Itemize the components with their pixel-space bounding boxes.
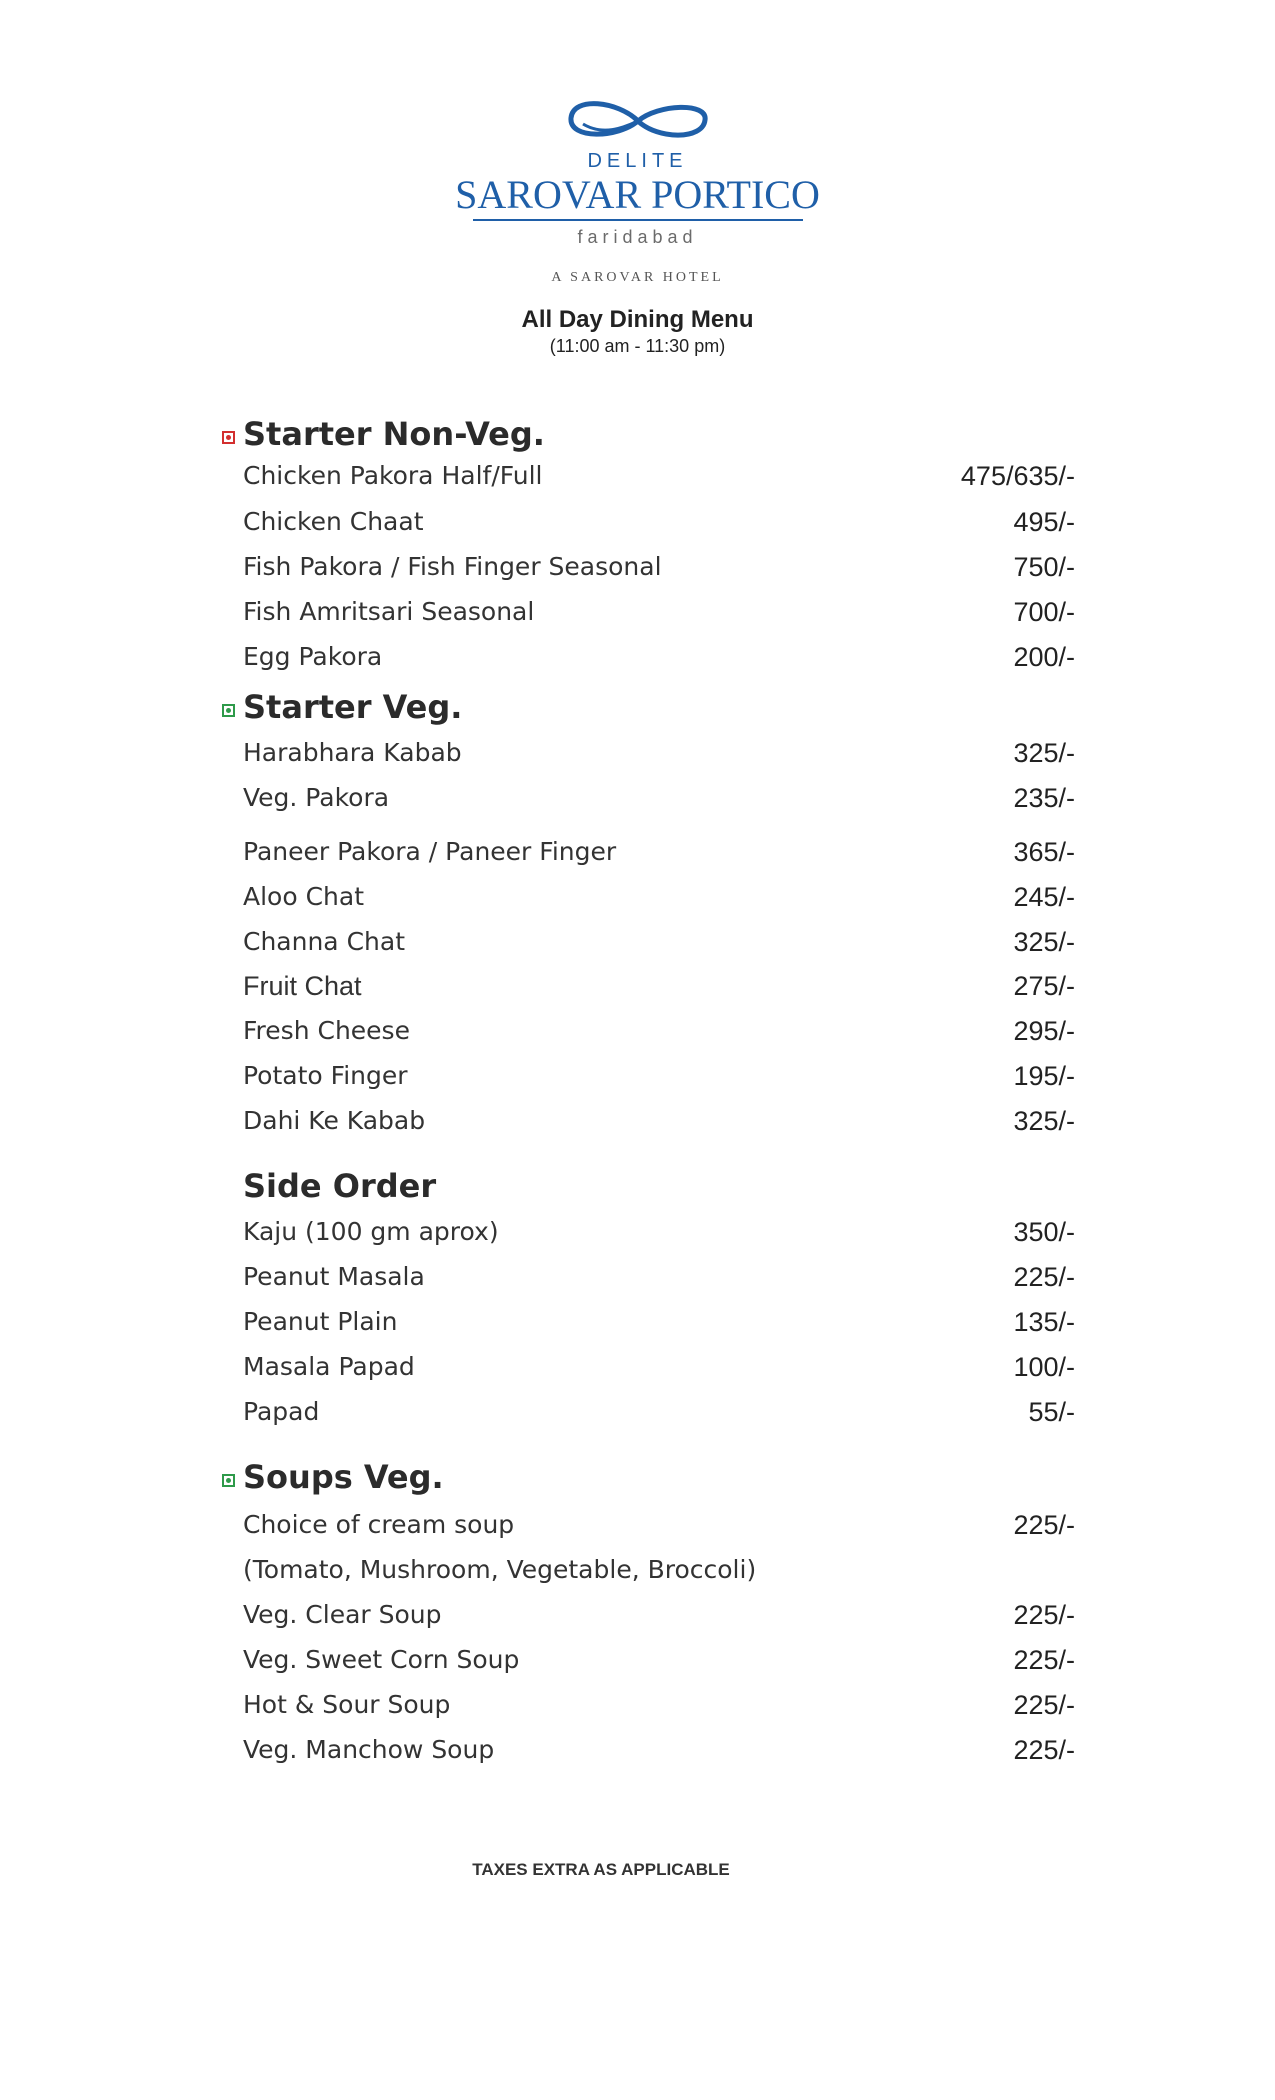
menu-item (243, 1735, 1075, 1769)
menu-title: All Day Dining Menu (521, 306, 754, 333)
item-name: Chicken Pakora Half/Full (243, 461, 543, 490)
item-price: 325/- (1013, 738, 1075, 768)
item-name: Dahi Ke Kabab (243, 1106, 426, 1135)
veg-mark-icon (222, 1474, 235, 1487)
section-title-starter-veg: Starter Veg. (243, 688, 463, 726)
item-name: Channa Chat (243, 927, 405, 956)
section-title-soups-veg: Soups Veg. (243, 1458, 444, 1496)
brand-tagline: A SAROVAR HOTEL (551, 270, 724, 285)
item-price: 225/- (1013, 1690, 1075, 1720)
item-price: 225/- (1013, 1510, 1075, 1540)
hotel-logo (0, 96, 1275, 286)
item-name: Chicken Chaat (243, 507, 424, 536)
item-price: 55/- (1028, 1397, 1075, 1427)
menu-item (243, 1645, 1075, 1679)
menu-item (243, 1510, 1075, 1544)
item-price: 350/- (1013, 1217, 1075, 1247)
item-price: 225/- (1013, 1735, 1075, 1765)
item-name: Paneer Pakora / Paneer Finger (243, 837, 617, 866)
item-name: Fresh Cheese (243, 1016, 410, 1045)
menu-hours: (11:00 am - 11:30 pm) (549, 336, 726, 356)
menu-item (243, 882, 1075, 916)
item-name: (Tomato, Mushroom, Vegetable, Broccoli) (243, 1555, 757, 1584)
item-price: 475/635/- (960, 461, 1075, 491)
menu-item (243, 927, 1075, 961)
item-name: Veg. Clear Soup (243, 1600, 442, 1629)
item-name: Fruit Chat (243, 971, 362, 1001)
menu-item (243, 738, 1075, 772)
item-price: 750/- (1013, 552, 1075, 582)
item-price: 100/- (1013, 1352, 1075, 1382)
item-name: Harabhara Kabab (243, 738, 462, 767)
item-price: 245/- (1013, 882, 1075, 912)
menu-item (243, 1262, 1075, 1296)
menu-item (243, 1307, 1075, 1341)
item-name: Egg Pakora (243, 642, 383, 671)
menu-item (243, 1690, 1075, 1724)
section-title-side-order: Side Order (243, 1167, 437, 1205)
menu-item (243, 1061, 1075, 1095)
item-price: 275/- (1013, 971, 1075, 1001)
nonveg-mark-icon (222, 431, 235, 444)
menu-item (243, 597, 1075, 631)
item-name: Fish Pakora / Fish Finger Seasonal (243, 552, 662, 581)
item-name: Potato Finger (243, 1061, 408, 1090)
item-price: 135/- (1013, 1307, 1075, 1337)
menu-item (243, 783, 1075, 817)
menu-item (243, 552, 1075, 586)
menu-item (243, 507, 1075, 541)
item-name: Papad (243, 1397, 320, 1426)
brand-name: SAROVAR PORTICO (455, 172, 820, 217)
item-name: Veg. Sweet Corn Soup (243, 1645, 520, 1674)
menu-item (243, 642, 1075, 676)
item-price: 700/- (1013, 597, 1075, 627)
brand-rule (473, 219, 803, 221)
item-price: 200/- (1013, 642, 1075, 672)
item-price: 325/- (1013, 927, 1075, 957)
infinity-swirl-icon (563, 96, 713, 146)
brand-line1: DELITE (587, 150, 688, 172)
menu-item (243, 971, 1075, 1005)
item-price: 225/- (1013, 1600, 1075, 1630)
item-name: Veg. Manchow Soup (243, 1735, 495, 1764)
item-name: Choice of cream soup (243, 1510, 515, 1539)
section-title-starter-nonveg: Starter Non-Veg. (243, 415, 545, 453)
menu-item (243, 1397, 1075, 1431)
item-price: 225/- (1013, 1645, 1075, 1675)
taxes-note: TAXES EXTRA AS APPLICABLE (472, 1860, 730, 1879)
item-name: Fish Amritsari Seasonal (243, 597, 535, 626)
menu-item (243, 837, 1075, 871)
item-name: Hot & Sour Soup (243, 1690, 451, 1719)
item-name: Peanut Masala (243, 1262, 425, 1291)
item-name: Kaju (100 gm aprox) (243, 1217, 499, 1246)
item-price: 195/- (1013, 1061, 1075, 1091)
menu-item (243, 461, 1075, 495)
item-name: Masala Papad (243, 1352, 415, 1381)
item-name: Aloo Chat (243, 882, 365, 911)
menu-item (243, 1217, 1075, 1251)
menu-item (243, 1600, 1075, 1634)
item-price: 495/- (1013, 507, 1075, 537)
brand-city: faridabad (577, 227, 698, 247)
veg-mark-icon (222, 704, 235, 717)
menu-item (243, 1016, 1075, 1050)
menu-item (243, 1352, 1075, 1386)
menu-item (243, 1555, 1075, 1589)
item-price: 325/- (1013, 1106, 1075, 1136)
item-price: 235/- (1013, 783, 1075, 813)
menu-item (243, 1106, 1075, 1140)
item-price: 295/- (1013, 1016, 1075, 1046)
item-price: 225/- (1013, 1262, 1075, 1292)
item-name: Veg. Pakora (243, 783, 390, 812)
item-name: Peanut Plain (243, 1307, 398, 1336)
item-price: 365/- (1013, 837, 1075, 867)
